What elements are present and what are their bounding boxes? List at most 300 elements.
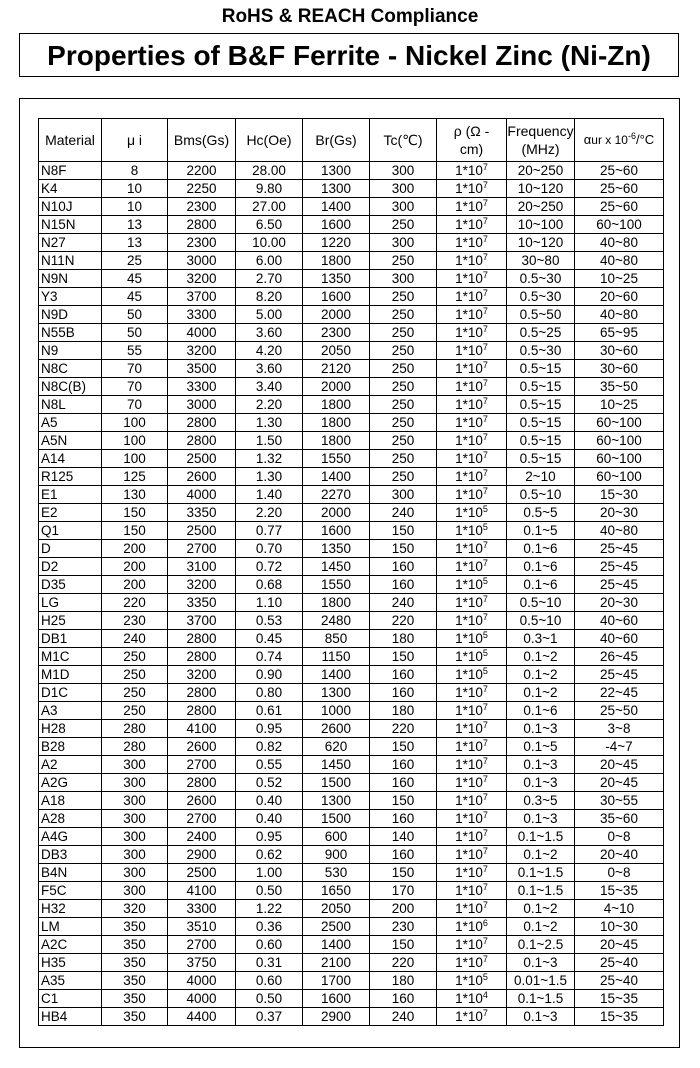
cell-bms: 2700 [168, 936, 236, 954]
cell-material: N8L [39, 396, 102, 414]
cell-mu-i: 100 [102, 450, 168, 468]
table-row [39, 252, 664, 270]
cell-alpha: 40~80 [575, 252, 664, 270]
resistivity-base: 1*10 [455, 198, 483, 214]
cell-mu-i: 350 [102, 936, 168, 954]
cell-br: 1300 [303, 684, 370, 702]
cell-mu-i: 250 [102, 684, 168, 702]
table-row [39, 414, 664, 432]
col-alpha [575, 119, 664, 162]
resistivity-exponent: 5 [482, 503, 488, 514]
table-row [39, 936, 664, 954]
resistivity-exponent: 7 [482, 269, 488, 280]
cell-bms: 3200 [168, 342, 236, 360]
cell-hc: 1.22 [236, 900, 303, 918]
cell-frequency: 0.1~3 [507, 774, 575, 792]
resistivity-exponent: 7 [482, 377, 488, 388]
cell-material: N9 [39, 342, 102, 360]
cell-alpha: -4~7 [575, 738, 664, 756]
cell-frequency: 0.1~6 [507, 576, 575, 594]
resistivity-exponent: 5 [482, 971, 488, 982]
table-row [39, 342, 664, 360]
cell-hc: 1.30 [236, 414, 303, 432]
cell-bms: 3000 [168, 396, 236, 414]
resistivity-base: 1*10 [455, 846, 483, 862]
resistivity-exponent: 7 [482, 449, 488, 460]
table-row [39, 540, 664, 558]
resistivity-exponent: 7 [482, 881, 488, 892]
cell-frequency: 0.1~1.5 [507, 828, 575, 846]
table-row [39, 360, 664, 378]
cell-frequency: 2~10 [507, 468, 575, 486]
resistivity-exponent: 7 [482, 1007, 488, 1018]
resistivity-exponent: 7 [482, 827, 488, 838]
cell-mu-i: 150 [102, 504, 168, 522]
table-row [39, 288, 664, 306]
cell-mu-i: 55 [102, 342, 168, 360]
cell-mu-i: 45 [102, 270, 168, 288]
cell-mu-i: 25 [102, 252, 168, 270]
cell-br: 620 [303, 738, 370, 756]
resistivity-base: 1*10 [455, 612, 483, 628]
cell-hc: 1.40 [236, 486, 303, 504]
cell-hc: 0.53 [236, 612, 303, 630]
cell-resistivity [437, 486, 507, 504]
cell-alpha: 25~50 [575, 702, 664, 720]
cell-br: 1500 [303, 774, 370, 792]
resistivity-exponent: 7 [482, 251, 488, 262]
cell-material: A5 [39, 414, 102, 432]
cell-frequency: 0.1~3 [507, 1008, 575, 1026]
cell-resistivity [437, 306, 507, 324]
cell-frequency: 0.5~15 [507, 396, 575, 414]
cell-material: N8F [39, 162, 102, 180]
cell-tc: 240 [370, 504, 437, 522]
cell-mu-i: 13 [102, 234, 168, 252]
cell-br: 1450 [303, 756, 370, 774]
cell-resistivity [437, 216, 507, 234]
resistivity-base: 1*10 [455, 396, 483, 412]
cell-hc: 0.90 [236, 666, 303, 684]
resistivity-base: 1*10 [455, 486, 483, 502]
resistivity-exponent: 7 [482, 935, 488, 946]
cell-resistivity [437, 666, 507, 684]
resistivity-base: 1*10 [455, 270, 483, 286]
cell-resistivity [437, 270, 507, 288]
table-row [39, 180, 664, 198]
cell-bms: 3700 [168, 612, 236, 630]
cell-tc: 160 [370, 846, 437, 864]
col-tc: Tc(℃) [370, 119, 437, 162]
cell-tc: 300 [370, 180, 437, 198]
cell-alpha: 22~45 [575, 684, 664, 702]
cell-material: A2G [39, 774, 102, 792]
cell-frequency: 10~120 [507, 180, 575, 198]
table-row [39, 756, 664, 774]
cell-material: D35 [39, 576, 102, 594]
resistivity-base: 1*10 [455, 306, 483, 322]
cell-material: N11N [39, 252, 102, 270]
cell-mu-i: 130 [102, 486, 168, 504]
cell-br: 1800 [303, 252, 370, 270]
resistivity-exponent: 4 [482, 989, 488, 1000]
cell-hc: 0.45 [236, 630, 303, 648]
cell-br: 2000 [303, 378, 370, 396]
cell-tc: 220 [370, 954, 437, 972]
cell-bms: 2800 [168, 432, 236, 450]
cell-bms: 3300 [168, 900, 236, 918]
cell-tc: 250 [370, 216, 437, 234]
cell-alpha: 20~45 [575, 774, 664, 792]
resistivity-exponent: 7 [482, 359, 488, 370]
cell-br: 1300 [303, 180, 370, 198]
table-row [39, 702, 664, 720]
cell-resistivity [437, 594, 507, 612]
cell-mu-i: 70 [102, 360, 168, 378]
cell-br: 2900 [303, 1008, 370, 1026]
cell-alpha: 30~55 [575, 792, 664, 810]
resistivity-exponent: 7 [482, 323, 488, 334]
cell-alpha: 20~30 [575, 504, 664, 522]
cell-material: N15N [39, 216, 102, 234]
cell-mu-i: 200 [102, 576, 168, 594]
cell-resistivity [437, 936, 507, 954]
cell-hc: 0.50 [236, 990, 303, 1008]
cell-alpha: 20~30 [575, 594, 664, 612]
cell-material: M1D [39, 666, 102, 684]
cell-frequency: 0.5~30 [507, 270, 575, 288]
cell-alpha: 60~100 [575, 216, 664, 234]
cell-hc: 0.40 [236, 810, 303, 828]
cell-frequency: 0.1~6 [507, 558, 575, 576]
cell-bms: 3350 [168, 594, 236, 612]
resistivity-exponent: 7 [482, 773, 488, 784]
cell-frequency: 0.1~2 [507, 666, 575, 684]
cell-resistivity [437, 540, 507, 558]
cell-resistivity [437, 972, 507, 990]
cell-resistivity [437, 684, 507, 702]
resistivity-exponent: 5 [482, 647, 488, 658]
cell-hc: 10.00 [236, 234, 303, 252]
cell-mu-i: 13 [102, 216, 168, 234]
cell-bms: 3510 [168, 918, 236, 936]
cell-mu-i: 250 [102, 666, 168, 684]
table-row [39, 900, 664, 918]
cell-bms: 4400 [168, 1008, 236, 1026]
cell-tc: 240 [370, 1008, 437, 1026]
resistivity-base: 1*10 [455, 324, 483, 340]
cell-resistivity [437, 810, 507, 828]
resistivity-base: 1*10 [455, 180, 483, 196]
resistivity-exponent: 7 [482, 215, 488, 226]
col-material: Material [39, 119, 102, 162]
cell-bms: 2700 [168, 756, 236, 774]
cell-frequency: 0.3~1 [507, 630, 575, 648]
cell-alpha: 30~60 [575, 360, 664, 378]
table-row [39, 216, 664, 234]
cell-mu-i: 50 [102, 306, 168, 324]
cell-tc: 250 [370, 450, 437, 468]
cell-mu-i: 220 [102, 594, 168, 612]
table-row [39, 954, 664, 972]
cell-br: 2000 [303, 306, 370, 324]
cell-br: 2050 [303, 342, 370, 360]
cell-mu-i: 280 [102, 738, 168, 756]
cell-hc: 1.10 [236, 594, 303, 612]
cell-resistivity [437, 342, 507, 360]
cell-hc: 0.68 [236, 576, 303, 594]
cell-hc: 27.00 [236, 198, 303, 216]
cell-hc: 0.95 [236, 828, 303, 846]
cell-mu-i: 300 [102, 828, 168, 846]
cell-alpha: 20~60 [575, 288, 664, 306]
cell-material: HB4 [39, 1008, 102, 1026]
table-row [39, 918, 664, 936]
cell-alpha: 60~100 [575, 450, 664, 468]
resistivity-exponent: 5 [482, 521, 488, 532]
cell-resistivity [437, 576, 507, 594]
cell-frequency: 0.1~1.5 [507, 864, 575, 882]
resistivity-exponent: 7 [482, 395, 488, 406]
cell-tc: 250 [370, 252, 437, 270]
cell-bms: 3200 [168, 666, 236, 684]
cell-material: M1C [39, 648, 102, 666]
table-row [39, 846, 664, 864]
cell-frequency: 0.5~10 [507, 594, 575, 612]
resistivity-base: 1*10 [455, 864, 483, 880]
table-row [39, 864, 664, 882]
resistivity-base: 1*10 [455, 414, 483, 430]
cell-frequency: 0.5~50 [507, 306, 575, 324]
cell-bms: 3350 [168, 504, 236, 522]
cell-tc: 140 [370, 828, 437, 846]
table-row [39, 810, 664, 828]
cell-bms: 2250 [168, 180, 236, 198]
cell-resistivity [437, 990, 507, 1008]
table-row [39, 720, 664, 738]
cell-alpha: 25~45 [575, 666, 664, 684]
cell-hc: 28.00 [236, 162, 303, 180]
cell-resistivity [437, 360, 507, 378]
cell-tc: 250 [370, 342, 437, 360]
cell-mu-i: 300 [102, 810, 168, 828]
resistivity-base: 1*10 [455, 810, 483, 826]
cell-tc: 160 [370, 756, 437, 774]
cell-tc: 150 [370, 792, 437, 810]
table-row [39, 990, 664, 1008]
cell-br: 1150 [303, 648, 370, 666]
cell-alpha: 40~60 [575, 630, 664, 648]
table-row [39, 234, 664, 252]
table-header-row [39, 119, 664, 162]
cell-resistivity [437, 720, 507, 738]
cell-bms: 2800 [168, 684, 236, 702]
cell-material: H28 [39, 720, 102, 738]
col-alpha-sub: ur [591, 133, 602, 147]
cell-tc: 150 [370, 540, 437, 558]
cell-material: A18 [39, 792, 102, 810]
cell-mu-i: 280 [102, 720, 168, 738]
col-alpha-exp: -6 [627, 131, 636, 141]
cell-material: N10J [39, 198, 102, 216]
cell-tc: 250 [370, 414, 437, 432]
cell-tc: 300 [370, 234, 437, 252]
resistivity-exponent: 7 [482, 755, 488, 766]
resistivity-base: 1*10 [455, 360, 483, 376]
cell-br: 1450 [303, 558, 370, 576]
resistivity-base: 1*10 [455, 666, 483, 682]
resistivity-base: 1*10 [455, 234, 483, 250]
resistivity-exponent: 7 [482, 719, 488, 730]
cell-resistivity [437, 846, 507, 864]
resistivity-base: 1*10 [455, 162, 483, 178]
table-row [39, 486, 664, 504]
cell-tc: 240 [370, 594, 437, 612]
cell-resistivity [437, 882, 507, 900]
cell-tc: 220 [370, 612, 437, 630]
cell-resistivity [437, 252, 507, 270]
resistivity-exponent: 7 [482, 287, 488, 298]
cell-mu-i: 300 [102, 774, 168, 792]
cell-bms: 3700 [168, 288, 236, 306]
table-row [39, 468, 664, 486]
cell-resistivity [437, 162, 507, 180]
cell-mu-i: 50 [102, 324, 168, 342]
cell-hc: 8.20 [236, 288, 303, 306]
resistivity-base: 1*10 [455, 216, 483, 232]
resistivity-exponent: 7 [482, 611, 488, 622]
table-row [39, 576, 664, 594]
cell-tc: 250 [370, 360, 437, 378]
cell-tc: 170 [370, 882, 437, 900]
cell-tc: 250 [370, 324, 437, 342]
cell-br: 1600 [303, 288, 370, 306]
col-frequency-bottom: (MHz) [521, 141, 560, 157]
cell-resistivity [437, 414, 507, 432]
table-row [39, 162, 664, 180]
cell-material: N8C(B) [39, 378, 102, 396]
resistivity-exponent: 7 [482, 233, 488, 244]
cell-alpha: 10~25 [575, 396, 664, 414]
cell-hc: 0.37 [236, 1008, 303, 1026]
cell-hc: 0.70 [236, 540, 303, 558]
cell-br: 2300 [303, 324, 370, 342]
cell-mu-i: 200 [102, 558, 168, 576]
cell-hc: 3.60 [236, 324, 303, 342]
resistivity-base: 1*10 [455, 648, 483, 664]
resistivity-exponent: 7 [482, 539, 488, 550]
resistivity-exponent: 7 [482, 845, 488, 856]
cell-br: 1000 [303, 702, 370, 720]
resistivity-base: 1*10 [455, 576, 483, 592]
table-row [39, 270, 664, 288]
cell-frequency: 0.1~3 [507, 810, 575, 828]
cell-br: 2600 [303, 720, 370, 738]
cell-alpha: 60~100 [575, 468, 664, 486]
cell-br: 1500 [303, 810, 370, 828]
resistivity-base: 1*10 [455, 432, 483, 448]
cell-mu-i: 350 [102, 1008, 168, 1026]
cell-resistivity [437, 396, 507, 414]
cell-bms: 3000 [168, 252, 236, 270]
resistivity-base: 1*10 [455, 468, 483, 484]
cell-material: LG [39, 594, 102, 612]
cell-tc: 160 [370, 990, 437, 1008]
table-row [39, 450, 664, 468]
cell-mu-i: 250 [102, 648, 168, 666]
cell-material: B28 [39, 738, 102, 756]
cell-resistivity [437, 738, 507, 756]
cell-material: K4 [39, 180, 102, 198]
cell-alpha: 20~45 [575, 936, 664, 954]
cell-material: D2 [39, 558, 102, 576]
table-row [39, 432, 664, 450]
cell-material: LM [39, 918, 102, 936]
cell-material: N55B [39, 324, 102, 342]
cell-material: A4G [39, 828, 102, 846]
cell-mu-i: 350 [102, 972, 168, 990]
cell-material: DB1 [39, 630, 102, 648]
cell-resistivity [437, 324, 507, 342]
cell-hc: 0.95 [236, 720, 303, 738]
cell-tc: 180 [370, 972, 437, 990]
cell-alpha: 25~45 [575, 540, 664, 558]
resistivity-exponent: 7 [482, 413, 488, 424]
resistivity-base: 1*10 [455, 774, 483, 790]
cell-bms: 4000 [168, 972, 236, 990]
cell-bms: 2800 [168, 774, 236, 792]
cell-hc: 0.40 [236, 792, 303, 810]
cell-alpha: 15~35 [575, 1008, 664, 1026]
resistivity-base: 1*10 [455, 738, 483, 754]
cell-frequency: 0.1~5 [507, 522, 575, 540]
cell-frequency: 20~250 [507, 162, 575, 180]
cell-hc: 0.77 [236, 522, 303, 540]
cell-frequency: 0.1~2 [507, 918, 575, 936]
cell-mu-i: 300 [102, 756, 168, 774]
cell-alpha: 65~95 [575, 324, 664, 342]
table-row [39, 774, 664, 792]
cell-material: A28 [39, 810, 102, 828]
cell-frequency: 0.5~10 [507, 612, 575, 630]
compliance-header: RoHS & REACH Compliance [221, 6, 479, 27]
cell-resistivity [437, 1008, 507, 1026]
resistivity-base: 1*10 [455, 378, 483, 394]
table-row [39, 828, 664, 846]
table-row [39, 324, 664, 342]
cell-alpha: 25~45 [575, 576, 664, 594]
cell-alpha: 20~40 [575, 846, 664, 864]
cell-alpha: 4~10 [575, 900, 664, 918]
cell-alpha: 15~35 [575, 882, 664, 900]
cell-resistivity [437, 558, 507, 576]
cell-br: 850 [303, 630, 370, 648]
cell-resistivity [437, 774, 507, 792]
cell-frequency: 0.1~6 [507, 540, 575, 558]
cell-hc: 4.20 [236, 342, 303, 360]
cell-frequency: 0.5~10 [507, 486, 575, 504]
cell-br: 530 [303, 864, 370, 882]
cell-hc: 0.52 [236, 774, 303, 792]
cell-bms: 2600 [168, 792, 236, 810]
table-row [39, 612, 664, 630]
cell-tc: 300 [370, 198, 437, 216]
cell-frequency: 0.5~30 [507, 288, 575, 306]
cell-mu-i: 300 [102, 864, 168, 882]
cell-material: Y3 [39, 288, 102, 306]
table-row [39, 738, 664, 756]
cell-bms: 2600 [168, 738, 236, 756]
